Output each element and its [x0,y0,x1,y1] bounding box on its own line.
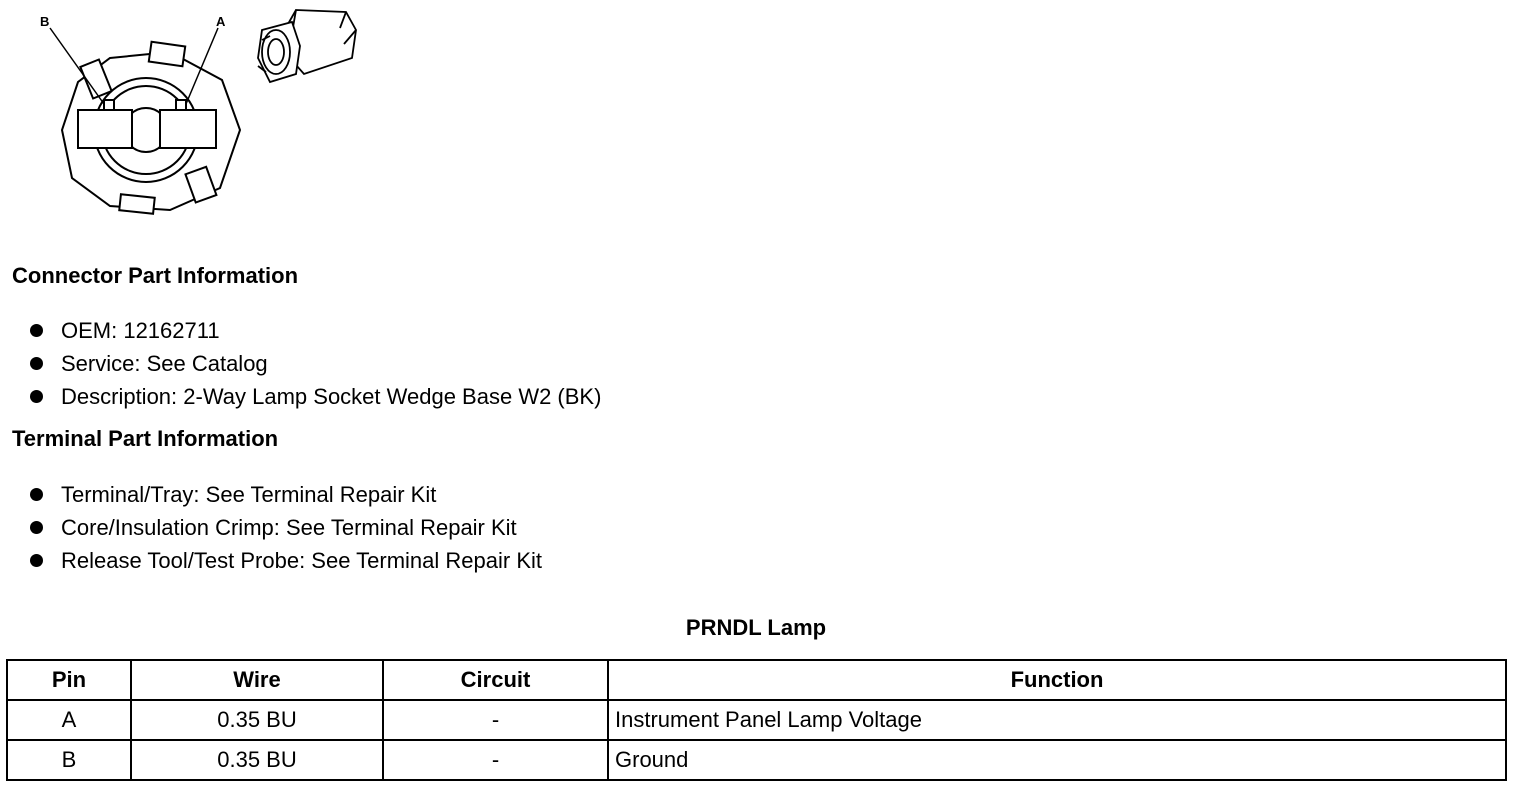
terminal-part-list [30,478,542,577]
terminal-tray: Terminal/Tray: See Terminal Repair Kit [61,482,437,507]
cell-circuit: - [383,700,608,740]
header-function: Function [608,660,1506,700]
connector-part-list [30,314,601,413]
bullet-icon [30,324,43,337]
header-circuit: Circuit [383,660,608,700]
list-item [30,380,601,413]
header-wire: Wire [131,660,383,700]
terminal-part-heading: Terminal Part Information [12,426,279,451]
cell-pin: B [7,740,131,780]
table-header-row [7,660,1506,700]
housing-tab-top [149,42,185,67]
pin-label-a: A [216,14,226,29]
list-item [30,314,601,347]
connector-service: Service: See Catalog [61,351,268,376]
bullet-icon [30,554,43,567]
pin-table [6,659,1507,781]
table-row [7,740,1506,780]
terminal-slot-left [78,110,132,148]
cell-pin: A [7,700,131,740]
pin-label-b: B [40,14,50,29]
terminal-crimp: Core/Insulation Crimp: See Terminal Repair Kit [61,515,517,540]
bullet-icon [30,488,43,501]
cell-circuit: - [383,740,608,780]
cell-function: Ground [608,740,1506,780]
header-pin: Pin [7,660,131,700]
cell-wire: 0.35 BU [131,700,383,740]
bullet-icon [30,390,43,403]
table-row [7,700,1506,740]
connector-part-heading: Connector Part Information [12,263,299,288]
bullet-icon [30,357,43,370]
contact-b [104,100,114,110]
bullet-icon [30,521,43,534]
table-title: PRNDL Lamp [685,615,827,640]
connector-description: Description: 2-Way Lamp Socket Wedge Base W2 (BK) [61,384,602,409]
list-item [30,347,601,380]
housing-tab-bottom [119,194,154,213]
terminal-release-tool: Release Tool/Test Probe: See Terminal Repair Kit [61,548,542,573]
list-item [30,544,542,577]
list-item [30,511,542,544]
terminal-slot-right [160,110,216,148]
connector-diagram [0,0,380,220]
contact-a [176,100,186,110]
list-item [30,478,542,511]
cell-wire: 0.35 BU [131,740,383,780]
socket-3d-view [258,10,356,82]
connector-oem: OEM: 12162711 [61,318,220,343]
cell-function: Instrument Panel Lamp Voltage [608,700,1506,740]
